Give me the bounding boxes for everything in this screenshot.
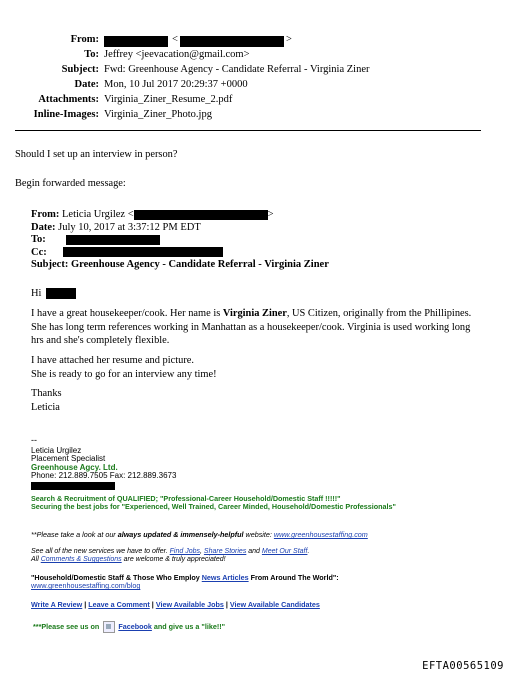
forwarded-header: [31, 209, 491, 272]
facebook-end: and give us a "like!!": [151, 621, 226, 631]
comments-line: [31, 556, 309, 564]
header-inline-images-label: Inline-Images:: [33, 109, 99, 120]
news-block: [31, 574, 339, 591]
broken-image-icon: [103, 621, 115, 633]
view-candidates-link[interactable]: View Available Candidates: [229, 600, 320, 609]
header-attachments-row: [0, 92, 510, 107]
forwarded-to-row: [31, 234, 491, 247]
header-from-row: [0, 32, 510, 47]
website-mid: website:: [243, 530, 274, 539]
services-line: [31, 548, 309, 556]
news-articles-link[interactable]: News Articles: [201, 573, 249, 582]
signature-block: [31, 436, 176, 491]
services-pre: See all of the new services we have to offer.: [31, 548, 170, 555]
share-stories-link[interactable]: Share Stories: [203, 548, 247, 555]
redacted-block: [31, 482, 115, 490]
document-id: EFTA00565109: [422, 660, 504, 672]
view-jobs-link[interactable]: View Available Jobs: [155, 600, 224, 609]
forwarded-date-value: July 10, 2017 at 3:37:12 PM EDT: [58, 221, 201, 233]
signature-company: Greenhouse Agcy. Ltd.: [31, 462, 118, 472]
write-review-link[interactable]: Write A Review: [31, 600, 83, 609]
find-jobs-link[interactable]: Find Jobs: [169, 548, 201, 555]
candidate-name: Virginia Ziner: [222, 308, 287, 319]
header-divider: [15, 130, 481, 131]
facebook-pre: ***Please see us on: [33, 621, 102, 631]
closing-thanks: Thanks: [31, 388, 62, 399]
signature-tagline: [31, 495, 481, 512]
letter-paragraph-1: [31, 307, 483, 348]
website-bold: always updated & immensely-helpful: [117, 530, 244, 539]
header-to-row: [0, 47, 510, 62]
links-separator: |: [149, 600, 156, 609]
header-attachments-label: Attachments:: [38, 94, 99, 105]
header-date-value: Mon, 10 Jul 2017 20:29:37 +0000: [104, 79, 248, 90]
paragraph-1-text-a: I have a great housekeeper/cook. Her name is: [31, 308, 223, 319]
forwarded-date-label: Date:: [31, 221, 56, 233]
comments-end: are welcome & truly appreciated!: [121, 556, 226, 564]
header-from-label: From:: [70, 34, 99, 45]
links-separator: |: [223, 600, 230, 609]
forwarded-subject-value: Greenhouse Agency - Candidate Referral - Virginia Ziner: [70, 259, 329, 270]
tagline-line-2: Securing the best jobs for "Experienced, Well Trained, Career Minded, Household/Domestic Professionals": [31, 502, 396, 512]
facebook-line: [33, 621, 225, 633]
signature-name: Leticia Urgilez: [31, 445, 82, 455]
paragraph-1-text-b: , US Citizen, originally from the Phillipines. She has long term references working in Manhattan as a housekeeper/cook. Virginia is used working long hrs and she's completely flexible.: [31, 308, 472, 346]
services-sep-2: and: [246, 548, 262, 555]
website-pre: **Please take a look at our: [31, 530, 118, 539]
forwarded-cc-row: [31, 247, 491, 260]
blog-link[interactable]: www.greenhousestaffing.com/blog: [31, 581, 141, 591]
header-inline-images-row: [0, 107, 510, 122]
services-end: .: [307, 548, 310, 555]
website-link[interactable]: www.greenhousestaffing.com: [273, 530, 368, 539]
letter-paragraph-2: [31, 354, 483, 381]
header-subject-value: Fwd: Greenhouse Agency - Candidate Referral - Virginia Ziner: [104, 64, 370, 75]
greeting-text: Hi: [31, 288, 42, 299]
header-to-label: To:: [84, 49, 99, 60]
redacted-block: [66, 235, 160, 245]
signature-title: Placement Specialist: [31, 454, 106, 464]
signature-phone: Phone: 212.889.7505 Fax: 212.889.3673: [31, 471, 177, 481]
begin-forwarded-label: Begin forwarded message:: [15, 178, 126, 189]
attachment-filename[interactable]: Virginia_Ziner_Resume_2.pdf: [104, 94, 233, 105]
header-to-value: Jeffrey <jeevacation@gmail.com>: [104, 49, 250, 60]
signature-dashes: --: [31, 435, 37, 445]
redacted-block: [63, 247, 223, 257]
action-links: [31, 600, 320, 609]
links-separator: |: [82, 600, 89, 609]
services-block: [31, 548, 309, 564]
forwarded-from-close: >: [267, 209, 274, 220]
header-from-bracket-open: <: [172, 34, 178, 45]
forwarded-from-row: [31, 209, 491, 222]
inline-image-filename[interactable]: Virginia_Ziner_Photo.jpg: [104, 109, 212, 120]
letter-greeting: [31, 287, 76, 301]
redacted-block: [134, 210, 268, 220]
forwarded-date-row: [31, 222, 491, 235]
redacted-block: [104, 36, 168, 47]
forwarded-from-value: Leticia Urgilez <: [62, 209, 134, 220]
comments-suggestions-link[interactable]: Comments & Suggestions: [40, 556, 122, 564]
facebook-link[interactable]: Facebook: [118, 621, 152, 631]
letter-closing: [31, 387, 62, 414]
forwarded-cc-label: Cc:: [31, 246, 47, 258]
header-date-row: [0, 77, 510, 92]
forwarded-subject-label: Subject:: [31, 259, 69, 270]
header-subject-row: [0, 62, 510, 77]
meet-our-staff-link[interactable]: Meet Our Staff: [261, 548, 308, 555]
paragraph-2-line-2: She is ready to go for an interview any time!: [31, 368, 217, 380]
news-pre: "Household/Domestic Staff & Those Who Employ: [31, 573, 202, 582]
paragraph-2-line-1: I have attached her resume and picture.: [31, 355, 194, 366]
forwarded-subject-row: [31, 259, 491, 272]
header-from-bracket-close: >: [286, 34, 292, 45]
leave-comment-link[interactable]: Leave a Comment: [88, 600, 150, 609]
services-sep-1: ,: [200, 548, 204, 555]
comments-pre: All: [31, 556, 41, 564]
redacted-block: [46, 288, 76, 299]
header-date-label: Date:: [74, 79, 99, 90]
redacted-block: [180, 36, 284, 47]
forwarded-from-label: From:: [31, 209, 60, 220]
news-end: From Around The World":: [248, 573, 339, 582]
closing-name: Leticia: [31, 401, 60, 413]
message-question: Should I set up an interview in person?: [15, 149, 178, 160]
tagline-line-1: Search & Recruitment of QUALIFIED; "Professional-Career Household/Domestic Staff !!!!!": [31, 494, 341, 503]
forwarded-to-label: To:: [31, 234, 46, 245]
website-line: [31, 530, 368, 539]
header-subject-label: Subject:: [61, 64, 99, 75]
